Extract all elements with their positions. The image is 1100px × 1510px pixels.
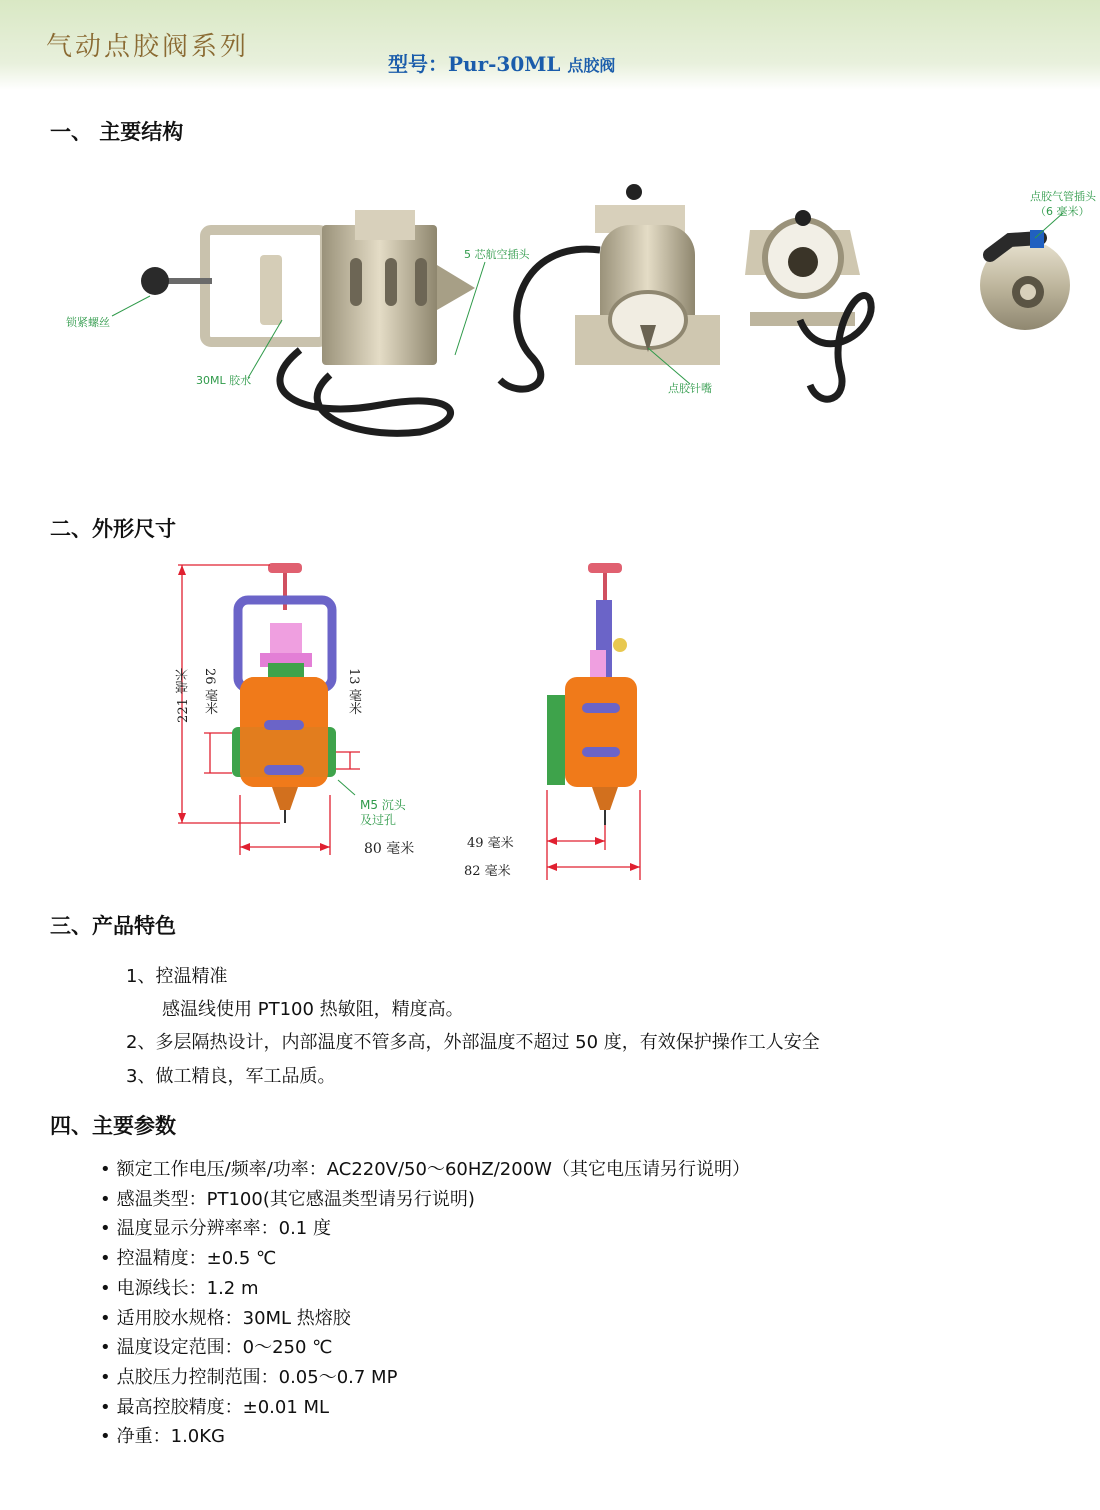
series-title: 气动点胶阀系列	[46, 32, 250, 62]
param-item: • 控温精度：±0.5 ℃	[100, 1244, 750, 1274]
section-structure-heading: 一、 主要结构	[50, 120, 184, 144]
section-features-heading: 三、产品特色	[50, 914, 176, 938]
section-dimensions-heading: 二、外形尺寸	[50, 517, 176, 541]
height-dimension: 221 毫米	[176, 668, 191, 723]
nozzle-label: 点胶针嘴	[668, 382, 712, 395]
param-item: • 最高控胶精度：±0.01 ML	[100, 1393, 750, 1423]
feature-3: 3、做工精良，军工品质。	[126, 1066, 336, 1087]
param-item: • 电源线长：1.2 m	[100, 1274, 750, 1304]
section-params-heading: 四、主要参数	[50, 1114, 176, 1138]
valve-front-photo	[500, 184, 720, 389]
valve-side-photo	[141, 210, 475, 433]
param-item: • 点胶压力控制范围：0.05～0.7 MP	[100, 1363, 750, 1393]
feature-2: 2、多层隔热设计，内部温度不管多高，外部温度不超过 50 度，有效保护操作工人安全	[126, 1032, 820, 1053]
dim-49mm: 49 毫米	[467, 836, 514, 851]
air-connector-photo	[980, 230, 1070, 330]
param-item: • 温度显示分辨率率：0.1 度	[100, 1214, 750, 1244]
m5-label-line1: M5 沉头	[360, 798, 406, 812]
m5-label-line2: 及过孔	[360, 813, 397, 827]
glue-30ml-label: 30ML 胶水	[196, 374, 252, 387]
params-list	[100, 1155, 750, 1452]
air-tube-plug-label: 点胶气管插头	[1030, 190, 1096, 203]
param-item: • 温度设定范围：0～250 ℃	[100, 1333, 750, 1363]
param-item: • 适用胶水规格：30ML 热熔胶	[100, 1304, 750, 1334]
model-title	[388, 48, 615, 77]
lock-screw-label: 锁紧螺丝	[66, 316, 110, 329]
valve-top-photo	[745, 210, 871, 399]
param-item: • 感温类型：PT100(其它感温类型请另行说明)	[100, 1185, 750, 1215]
feature-1-title: 1、控温精准	[126, 966, 228, 987]
front-view-drawing	[232, 563, 336, 823]
air-tube-size-label: （6 毫米）	[1035, 205, 1090, 218]
dim-82mm: 82 毫米	[464, 864, 511, 879]
dimension-drawing	[150, 555, 680, 895]
dim-26mm: 26 毫米	[202, 668, 217, 715]
model-suffix: 点胶阀	[567, 56, 616, 75]
param-item: • 额定工作电压/频率/功率：AC220V/50～60HZ/200W（其它电压请另行说明）	[100, 1155, 750, 1185]
aviation-plug-label: 5 芯航空插头	[464, 248, 530, 261]
model-prefix: 型号：Pur-30ML	[388, 52, 561, 76]
dim-13mm: 13 毫米	[346, 668, 361, 715]
param-item: • 净重：1.0KG	[100, 1422, 750, 1452]
width-80mm: 80 毫米	[364, 841, 415, 857]
side-view-drawing	[547, 563, 637, 825]
feature-1-detail: 感温线使用 PT100 热敏阻，精度高。	[162, 999, 464, 1020]
product-photos	[0, 170, 1100, 440]
